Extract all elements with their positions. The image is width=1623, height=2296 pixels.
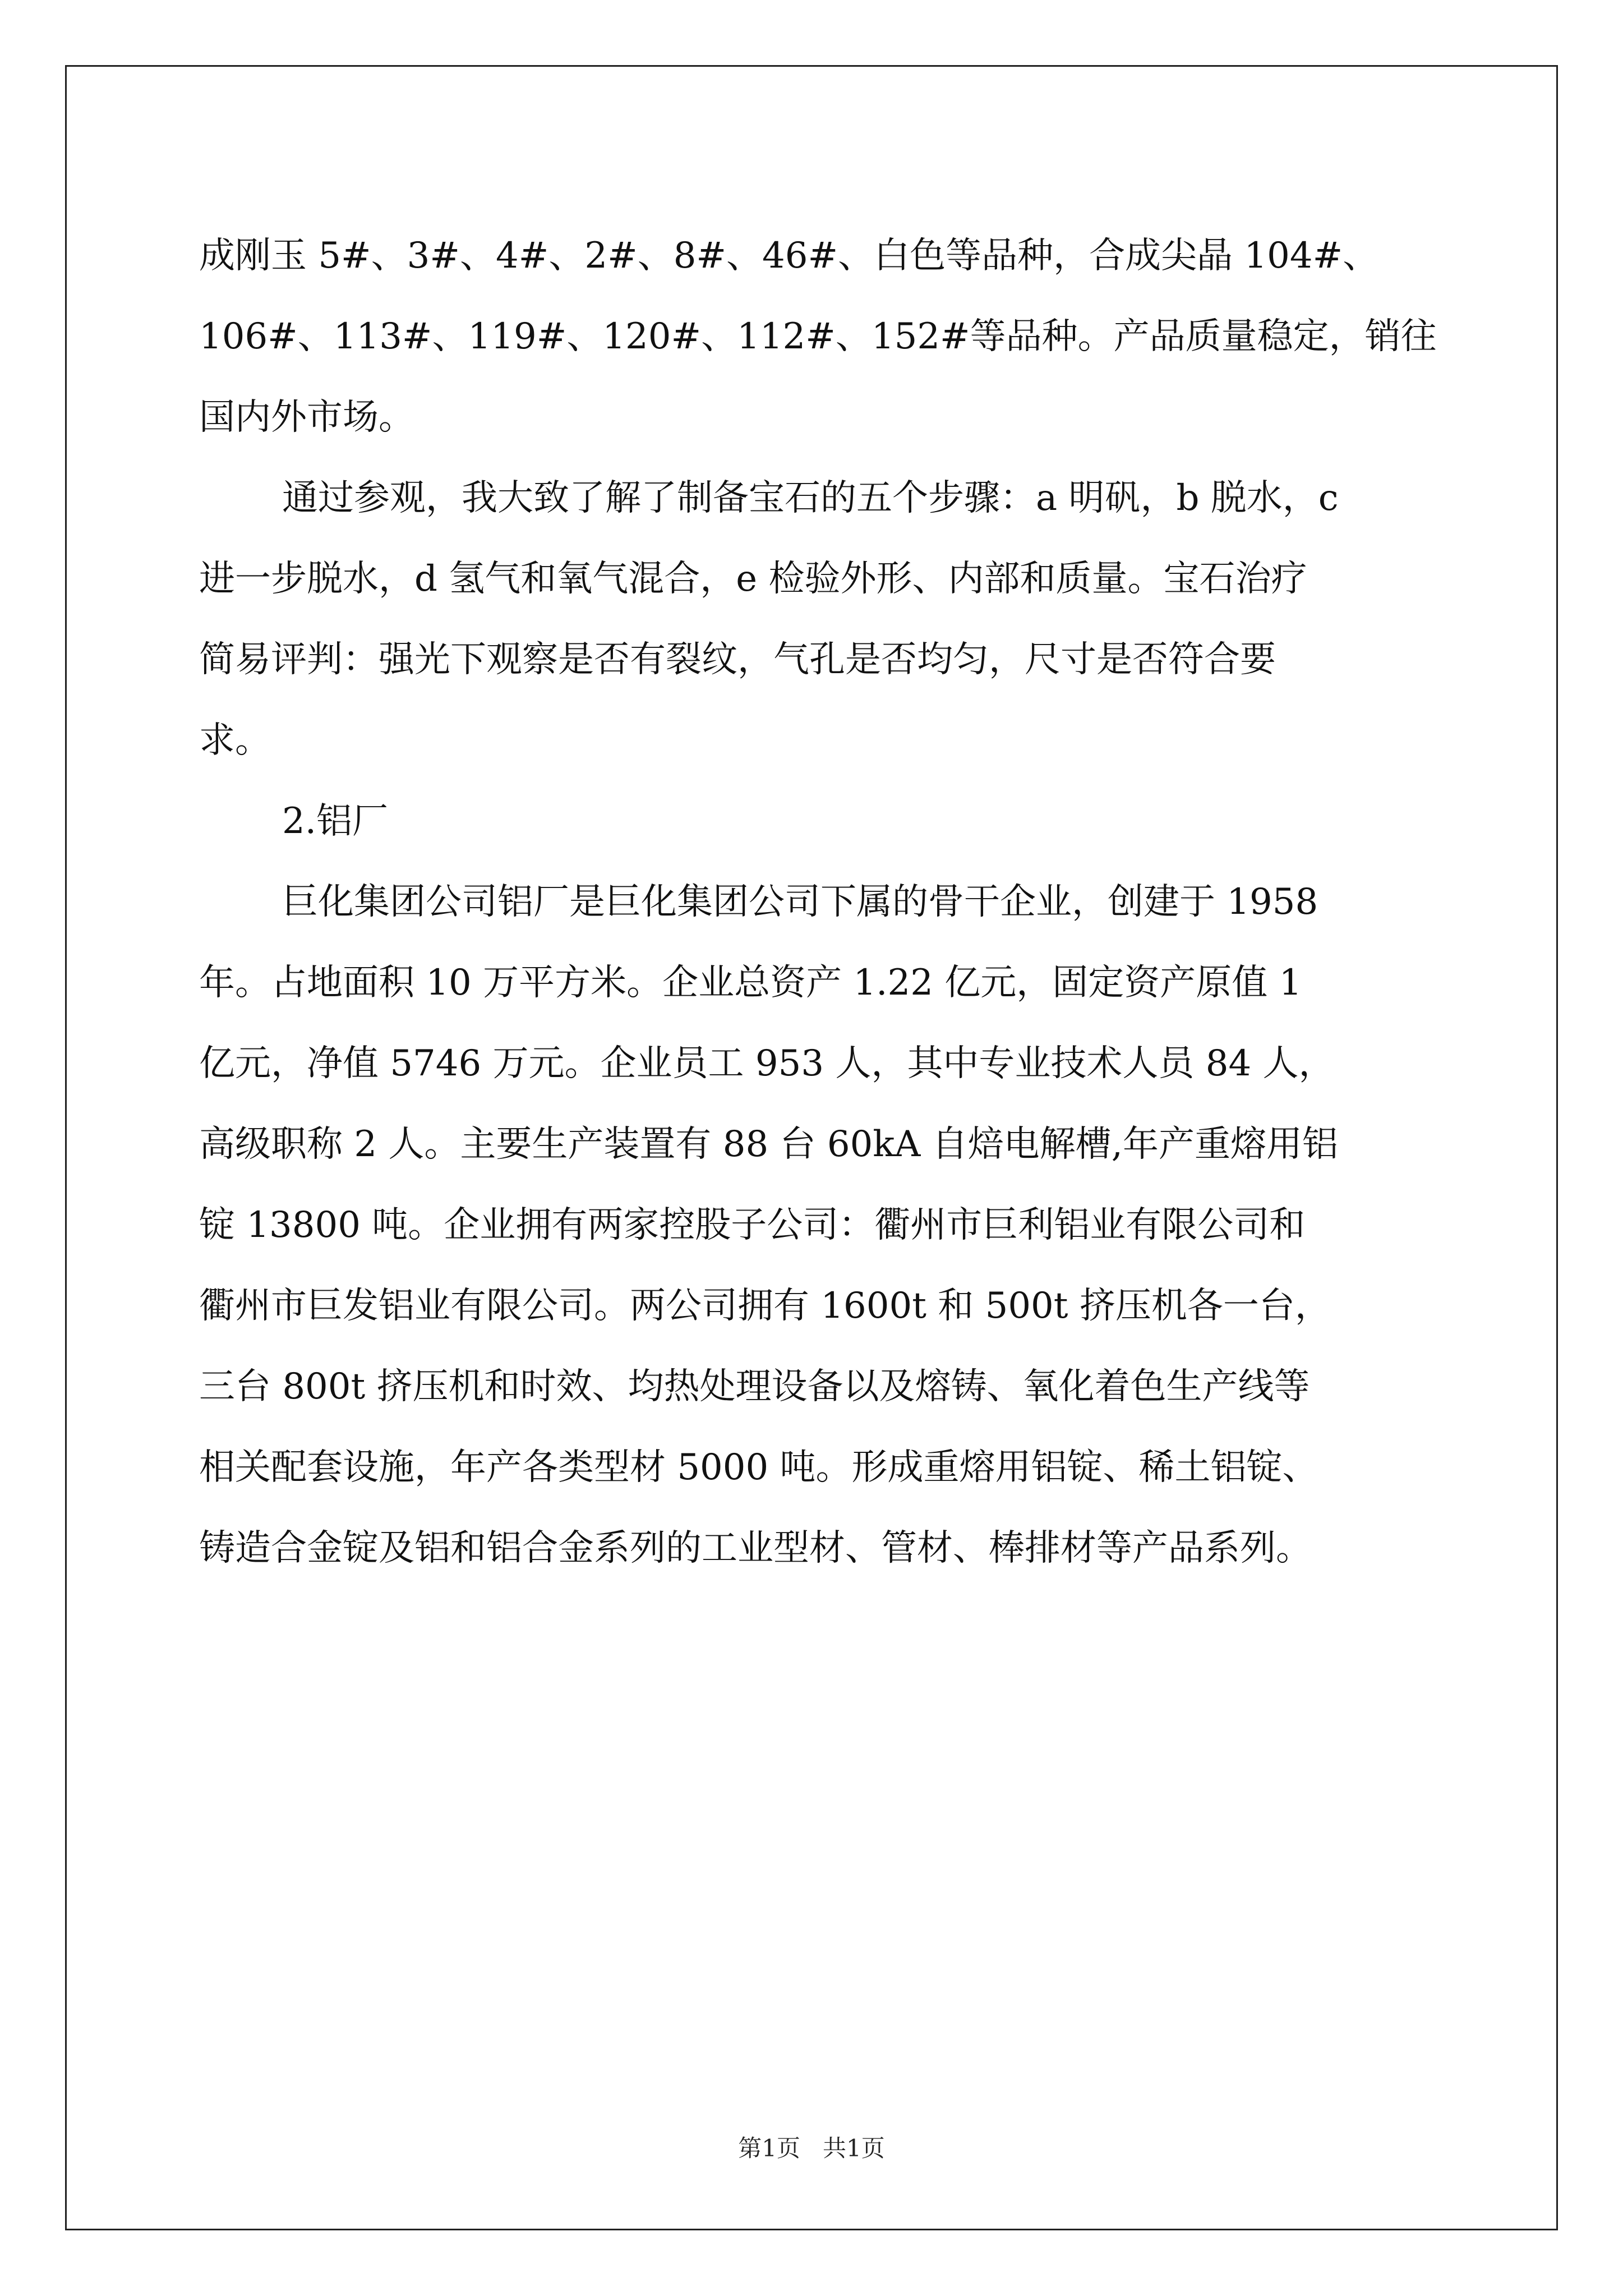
paragraph-start-line: 巨化集团公司铝厂是巨化集团公司下属的骨干企业，创建于 1958 — [282, 881, 1318, 923]
text-line: 简易评判：强光下观察是否有裂纹，气孔是否均匀，尺寸是否符合要 — [199, 639, 1276, 680]
document-body — [199, 215, 1455, 1589]
text-line: 亿元，净值 5746 万元。企业员工 953 人，其中专业技术人员 84 人， — [199, 1043, 1335, 1084]
text-line: 相关配套设施，年产各类型材 5000 吨。形成重熔用铝锭、稀土铝锭、 — [199, 1447, 1318, 1488]
text-line: 进一步脱水，d 氢气和氧气混合，e 检验外形、内部和质量。宝石治疗 — [199, 558, 1307, 600]
text-line: 国内外市场。 — [199, 397, 414, 438]
text-line: 求。 — [199, 720, 271, 761]
text-line: 年。占地面积 10 万平方米。企业总资产 1.22 亿元，固定资产原值 1 — [199, 962, 1302, 1004]
page-footer: 第1页 共1页 — [738, 2134, 885, 2162]
text-line: 衢州市巨发铝业有限公司。两公司拥有 1600t 和 500t 挤压机各一台， — [199, 1285, 1331, 1327]
text-line: 锭 13800 吨。企业拥有两家控股子公司：衢州市巨利铝业有限公司和 — [199, 1204, 1306, 1246]
text-line: 三台 800t 挤压机和时效、均热处理设备以及熔铸、氧化着色生产线等 — [199, 1366, 1310, 1407]
paragraph-start-line: 通过参观，我大致了解了制备宝石的五个步骤：a 明矾，b 脱水，c — [282, 477, 1339, 519]
section-heading: 2.铝厂 — [282, 800, 389, 842]
text-line: 106#、113#、119#、120#、112#、152#等品种。产品质量稳定，销往 — [199, 316, 1437, 357]
text-line: 铸造合金锭及铝和铝合金系列的工业型材、管材、棒排材等产品系列。 — [199, 1527, 1312, 1569]
text-line: 成刚玉 5#、3#、4#、2#、8#、46#、白色等品种，合成尖晶 104#、 — [199, 235, 1379, 277]
text-line: 高级职称 2 人。主要生产装置有 88 台 60kA 自焙电解槽,年产重熔用铝 — [199, 1124, 1338, 1165]
